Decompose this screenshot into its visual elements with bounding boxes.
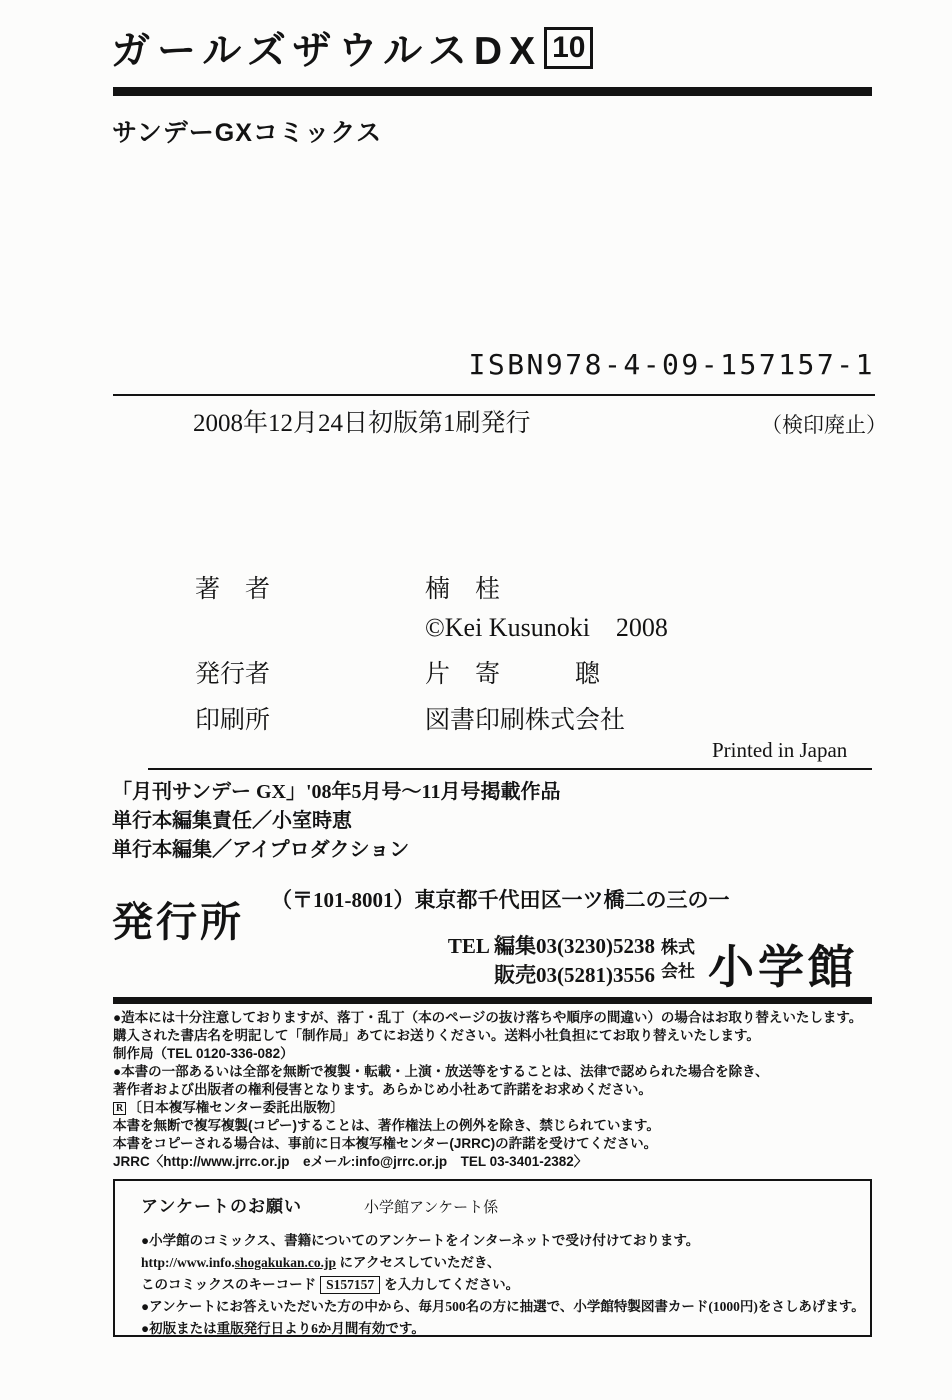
survey-line-url bbox=[141, 1252, 870, 1274]
series-label: サンデーGXコミックス bbox=[112, 119, 383, 147]
serialization-source: 「月刊サンデー GX」'08年5月号〜11月号掲載作品 bbox=[112, 781, 561, 803]
publisher-divider-rule bbox=[113, 997, 872, 1004]
survey-url-prefix: http://www.info. bbox=[141, 1255, 235, 1270]
printer-name: 図書印刷株式会社 bbox=[425, 707, 626, 734]
isbn-divider-rule bbox=[113, 394, 875, 396]
legal-line: 本書をコピーされる場合は、事前に日本複写権センター(JRRC)の許諾を受けてください。 bbox=[113, 1136, 658, 1151]
printed-in-japan: Printed in Japan bbox=[712, 738, 848, 762]
survey-title-row bbox=[141, 1192, 870, 1217]
serialization-editor: 単行本編集／アイプロダクション bbox=[112, 839, 410, 861]
legal-line: 著作者および出版者の権利侵害となります。あらかじめ小社あて許諾をお求めください。 bbox=[113, 1082, 652, 1097]
publisher-address: （〒101-8001）東京都千代田区一ツ橋二の三の一 bbox=[271, 888, 730, 912]
publisher-person-label: 発行者 bbox=[195, 661, 271, 688]
legal-line: 制作局（TEL 0120-336-082） bbox=[113, 1046, 294, 1061]
book-title-row bbox=[111, 20, 593, 76]
legal-line: ●造本には十分注意しておりますが、落丁・乱丁（本のページの抜け落ちや順序の間違い）の場合はお取り替えいたします。 bbox=[113, 1010, 863, 1025]
copyright-line: ©Kei Kusunoki 2008 bbox=[425, 613, 668, 642]
corporation-prefix bbox=[661, 936, 695, 984]
tel-editorial: TEL 編集03(3230)5238 bbox=[447, 934, 655, 958]
survey-body bbox=[141, 1230, 870, 1340]
author-label: 著 者 bbox=[195, 576, 271, 603]
survey-url: shogakukan.co.jp bbox=[234, 1255, 337, 1270]
survey-url-suffix: にアクセスしていただき、 bbox=[336, 1255, 501, 1270]
serialization-editor-responsible: 単行本編集責任／小室時恵 bbox=[112, 810, 352, 832]
registered-r-mark: R bbox=[113, 1102, 126, 1115]
legal-notice-block bbox=[113, 1009, 862, 1171]
corporation-prefix-top: 株式 bbox=[661, 938, 695, 957]
survey-department: 小学館アンケート係 bbox=[363, 1199, 499, 1216]
isbn-number: ISBN978-4-09-157157-1 bbox=[468, 348, 875, 381]
legal-line: ●本書の一部あるいは全部を無断で複製・転載・上演・放送等をすることは、法律で認められた場合を除き、 bbox=[113, 1064, 769, 1079]
tel-sales: 販売03(5281)3556 bbox=[494, 963, 655, 987]
survey-line-keycode: このコミックスのキーコード S157157 を入力してください。 bbox=[141, 1277, 520, 1292]
legal-line: 本書を無断で複写複製(コピー)することは、著作権法上の例外を除き、禁じられています。 bbox=[113, 1118, 660, 1133]
inspection-note: （検印廃止） bbox=[761, 413, 887, 437]
publisher-person-name: 片 寄 聰 bbox=[425, 661, 601, 688]
legal-line: 購入された書店名を明記して「制作局」あてにお送りください。送料小社負担にてお取り替えいたします。 bbox=[113, 1028, 760, 1043]
serialization-block bbox=[112, 778, 560, 865]
book-title: ガールズザウルスDX bbox=[111, 30, 543, 73]
keycode-box: S157157 bbox=[320, 1276, 380, 1294]
legal-line-jrrc: JRRC〈http://www.jrrc.or.jp eメール:info@jrrc.or.jp TEL 03-3401-2382〉 bbox=[113, 1154, 588, 1169]
survey-line-prize: ●アンケートにお答えいただいた方の中から、毎月500名の方に抽選で、小学館特製図書カード(1000円)をさしあげます。 bbox=[141, 1299, 865, 1314]
survey-line-validity: ●初版または重版発行日より6か月間有効です。 bbox=[141, 1321, 425, 1336]
survey-title: アンケートのお願い bbox=[141, 1197, 302, 1216]
publisher-company-name: 小学館 bbox=[708, 941, 858, 993]
corporation-prefix-bottom: 会社 bbox=[661, 962, 695, 981]
survey-line-intro: ●小学館のコミックス、書籍についてのアンケートをインターネットで受け付けております。 bbox=[141, 1233, 700, 1248]
printer-label: 印刷所 bbox=[195, 707, 271, 734]
title-divider-rule bbox=[113, 87, 872, 96]
author-name: 楠 桂 bbox=[425, 576, 501, 603]
edition-date-line: 2008年12月24日初版第1刷発行 bbox=[193, 410, 531, 437]
publisher-office-label: 発行所 bbox=[112, 899, 244, 945]
volume-number-box: 10 bbox=[544, 27, 593, 69]
survey-request-box bbox=[113, 1179, 872, 1337]
legal-line-rights-center: R 〔日本複写権センター委託出版物〕 bbox=[113, 1099, 862, 1117]
credits-divider-rule bbox=[148, 768, 872, 770]
